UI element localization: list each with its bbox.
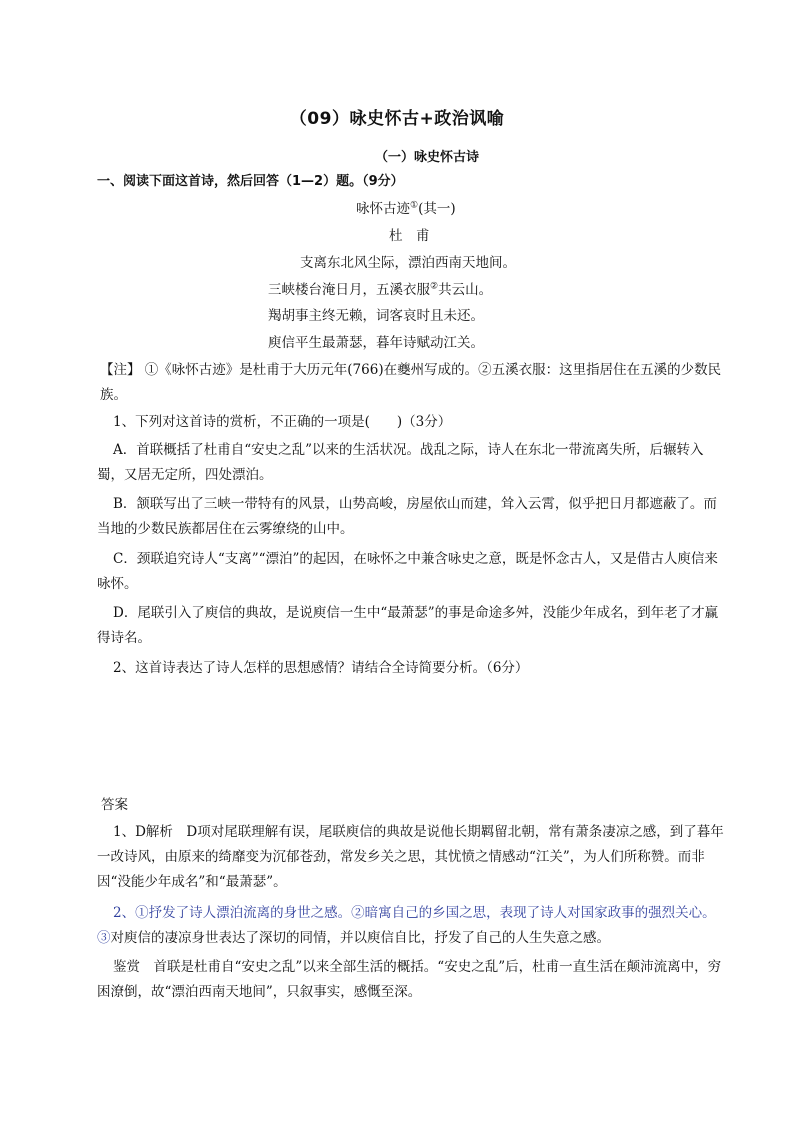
appreciation-text: 鉴赏 首联是杜甫自“安史之乱”以来全部生活的概括。“安史之乱”后，杜甫一直生活在颠沛流离中，穷困潦倒，故“漂泊西南天地间”，只叙事实，感慨至深。 (97, 959, 722, 1000)
poem-line-2 (268, 278, 492, 298)
poem-line-2-footnote-mark: ② (430, 281, 439, 292)
option-a-text: A．首联概括了杜甫自“安史之乱”以来的生活状况。战乱之际，诗人在东北一带流离失所，后辗转入蜀，又居无定所，四处漂泊。 (97, 442, 704, 483)
section-subtitle: （一）咏史怀古诗 (374, 150, 479, 165)
answer-2-highlighted: 2、①抒发了诗人漂泊流离的身世之感。②暗寓自己的乡国之思，表现了诗人对国家政事的强烈关心。③ (97, 905, 716, 946)
question-1-option-c (97, 547, 725, 597)
poem-title-suffix: (其一) (418, 201, 456, 217)
answer-1-text: 1、D解析 D项对尾联理解有误，尾联庾信的典故是说他长期羁留北朝，常有萧条凄凉之感，到了暮年一改诗风，由原来的绮靡变为沉郁苍劲，常发乡关之思，其忧愤之情感动“江关”，为人们所称赞。而非因“没能少年成名”和“最萧瑟”。 (97, 824, 724, 890)
answer-1 (97, 820, 725, 895)
poem-line-4: 庾信平生最萧瑟，暮年诗赋动江关。 (268, 335, 484, 351)
option-b-text: B．颔联写出了三峡一带特有的风景，山势高峻，房屋依山而建，耸入云霄，似乎把日月都遮蔽了。而当地的少数民族都居住在云雾缭绕的山中。 (97, 496, 717, 537)
answer-2 (97, 901, 725, 951)
option-c-text: C．颈联追究诗人“支离”“漂泊”的起因，在咏怀之中兼含咏史之意，既是怀念古人，又是借古人庾信来咏怀。 (97, 551, 718, 592)
question-group-heading: 一、阅读下面这首诗，然后回答（1—2）题。（9分） (97, 174, 404, 189)
question-2-stem: 2、这首诗表达了诗人怎样的思想感情？请结合全诗简要分析。（6分） (113, 660, 529, 676)
poem-line-2-tail: 共云山。 (438, 282, 493, 298)
poem-title-text: 咏怀古迹 (356, 201, 410, 217)
poem-line-2-text: 三峡楼台淹日月，五溪衣服 (268, 282, 430, 298)
poem-line-1: 支离东北风尘际，漂泊西南天地间。 (300, 255, 516, 271)
option-d-text: D．尾联引入了庾信的典故，是说庾信一生中“最萧瑟”的事是命途多舛，没能少年成名，到年老了才赢得诗名。 (97, 605, 719, 646)
question-1-option-b (97, 492, 725, 542)
page-title: （09）咏史怀古+政治讽喻 (289, 109, 505, 129)
appreciation (97, 955, 725, 1005)
poem-title-footnote-mark: ① (410, 200, 419, 211)
answer-2-rest: 对庾信的凄凉身世表达了深切的同情，并以庾信自比，抒发了自己的人生失意之感。 (110, 930, 610, 946)
poem-author: 杜 甫 (389, 228, 430, 244)
question-1-option-a (97, 438, 725, 488)
poem-line-3: 羯胡事主终无赖，词客哀时且未还。 (268, 308, 484, 324)
question-1-option-d (97, 601, 725, 651)
answer-label: 答案 (101, 797, 128, 813)
question-1-stem: 1、下列对这首诗的赏析，不正确的一项是( )（3分） (113, 414, 452, 430)
poem-title (356, 197, 456, 217)
poem-annotation: 【注】 ①《咏怀古迹》是杜甫于大历元年(766)在夔州写成的。②五溪衣服：这里指居住在五溪的少数民族。 (100, 362, 722, 403)
